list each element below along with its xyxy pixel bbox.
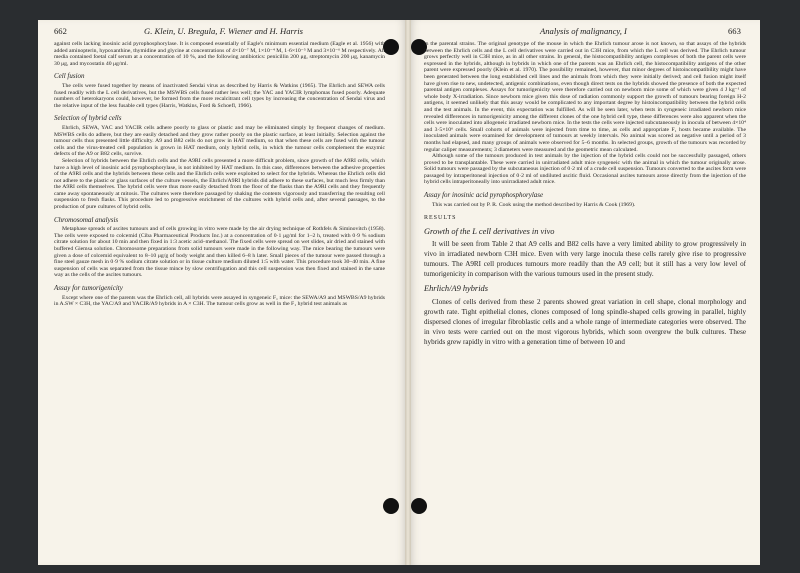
paragraph: Except where one of the parents was the Ehrlich cell, all hybrids were assayed in syngeneic F₁ mice: the SEWA/A9 and MSWBS/A9 hybrids in A.SW × C3H, the YAC/A9 and YACIR/A9 hybrids in A × C3H. The tumour cells grow as well in the F₁ hybrid test animals as xyxy=(54,294,385,308)
left-page-number: 662 xyxy=(54,26,67,36)
paragraph: It will be seen from Table 2 that A9 cells and B82 cells have a very limited ability to grow progressively in vivo in irradiated newborn C3H mice. Even with very large inocula these cells rarely give rise to progressive tumours. The A9RI cell produces tumours more readily than the A9 cell; but it still has a very low level of tumorigenicity in comparison with the various tumours used in the present study. xyxy=(424,240,746,279)
section-heading: Ehrlich/A9 hybrids xyxy=(424,284,488,294)
book-gutter xyxy=(405,20,411,565)
punch-hole-icon xyxy=(411,498,427,514)
punch-hole-icon xyxy=(383,39,399,55)
paragraph: Ehrlich, SEWA, YAC and YACIR cells adhere poorly to glass or plastic and may be eliminated simply by frequent changes of medium. MSWBS cells do adhere, but they are easily detached and they grow rather poorly on the plastic surface, at least initially. Selection against the tumour cells thus presented little difficulty. A9 and B82 cells do not grow in HAT medium, so that when these cells are fused with the tumour cells and the virus-treated cell population is grown in HAT medium, only hybrid cells, in which the tumour cells complement the enzymic defects of the A9 or B82 cells, survive. xyxy=(54,124,385,158)
section-heading: Cell fusion xyxy=(54,72,85,81)
left-text-column xyxy=(54,41,385,308)
left-running-title: G. Klein, U. Bregula, F. Wiener and H. Harris xyxy=(144,26,303,36)
paragraph: in the parental strains. The original genotype of the mouse in which the Ehrlich tumour arose is not known, so that assays of the hybrids between the Ehrlich cells and the L cell derivatives were carried out in C3H mice, from which the L cell was derived. The Ehrlich tumour grows perfectly well in C3H mice, as in all other strains. In general, the histocompatibility antigen complexes of both the parent cells were expressed in the hybrids, although in hybrids in which one of the parents was an Ehrlich cell, the histocompatibility antigens of the other parent were expressed poorly (Klein et al. 1970). The possibility remained, however, that minor degrees of histoincompatibility might have been generated between the long established cell lines and the animals from which they were initially derived; and cell fusion might itself have given rise to new, undetected, antigenic combinations, even though direct tests on the hybrids showed the presence of both the expected parental antigen complexes. Assays for tumorigenicity were therefore carried out on newborn mice some of which were given 4 J kg⁻¹ of whole body X-irradiation. Since newborn mice given this dose of radiation commonly support the growth of tumours bearing foreign H-2 antigens, it seemed unlikely that this assay would be complicated to any important degree by histoincompatibility between the hybrid cells and the test animals. In the event, this expectation was fulfilled. As will be seen later, when tests in syngeneic irradiated newborn mice revealed differences in tumorigenicity among the different clones of the one hybrid cell type, these differences were also apparent when the cells were inoculated into allogeneic irradiated newborn mice. In the tests the cells were injected subcutaneously in inocula of between 4×10⁴ and 3·5×10⁶ cells. Small cohorts of animals were injected from time to time, as cells and appropriate F₁ hosts became available. The inoculated animals were examined for development of tumours at weekly intervals. No animal was scored as negative until a period of 3 months had elapsed, and many groups of animals were observed for 5–6 months. In selected groups, growth of the tumours was recorded by regular caliper measurements; 3 diameters were measured and the geometric mean calculated. xyxy=(424,41,746,153)
results-heading: RESULTS xyxy=(424,215,457,222)
punch-hole-icon xyxy=(383,498,399,514)
right-page-number: 663 xyxy=(728,26,741,36)
paragraph: Selection of hybrids between the Ehrlich cells and the A9RI cells presented a more difficult problem, since growth of the A9RI cells, which have a high level of inosinic acid pyrophosphorylase, is not inhibited by HAT medium. In this case, differences between the adhesive properties of the A9RI cells and the hybrids between these cells and the Ehrlich cells were exploited to select for the hybrids. Whereas the Ehrlich cells did not adhere to the plastic or glass surfaces of the culture vessels, the Ehrlich/A9RI hybrids did adhere to these surfaces, but much less firmly than the A9RI cells themselves. The hybrid cells were thus more easily detached from the floor of the flasks than the A9RI cells and they frequently came away spontaneously at mitosis. The cultures were therefore passaged by shaking the contents vigorously and transferring the resulting cell suspension to fresh flasks. This procedure led to progressive enrichment of the cultures with hybrid cells and, after several passages, to the production of pure cultures of hybrid cells. xyxy=(54,157,385,211)
right-text-column xyxy=(424,41,746,347)
paragraph: Clones of cells derived from these 2 parents showed great variation in cell shape, clonal morphology and growth rate. Tight epithelial clones, clones composed of long spindle-shaped cells growing in parallel, highly dispersed clones of irregular fibroblastic cells and a whole range of intermediate categories were observed. The in vivo tests were carried out on the most vigorous hybrids, which soon overgrew the bulk cultures. These hybrids grew rapidly in vitro with a generation time of between 10 and xyxy=(424,298,746,347)
paragraph: Although some of the tumours produced in test animals by the injection of the hybrid cells could not be successfully passaged, others proved to be transplantable. These were carried in unirradiated adult mice syngeneic with the animal in which the tumour originally arose. Solid tumours were passaged by the subcutaneous injection of 0·2 ml of a crude cell suspension. Tumours converted to the ascites form were passaged by intraperitoneal injection of 0·2 ml of undiluted ascitic fluid. Occasional ascites tumours arose directly from the injection of the hybrid cells intraperitoneally into unirradiated adult mice. xyxy=(424,153,746,186)
paragraph: against cells lacking inosinic acid pyrophosphorylase. It is composed essentially of Eagle's minimum essential medium (Eagle et al. 1956) with added aminopterin, hypoxanthine, thymidine and glycine at concentrations of 4×10⁻⁷ M, 1×10⁻⁴ M, 1·6×10⁻⁵ M and 3×10⁻⁶ M respectively. All media contained foetal calf serum at a concentration of 10 %, and the following antibiotics: penicillin 200 μg, streptomycin 200 μg, kanamycin 30 μg, and mycostatin 40 μg/ml. xyxy=(54,41,385,67)
paragraph: Metaphase spreads of ascites tumours and of cells growing in vitro were made by the air drying technique of Rothfels & Siminovitch (1958). The cells were exposed to colcemid (Ciba Pharmaceutical Products Inc.) at a concentration of 0·1 μg/ml for 1–2 h, treated with 0·9 % sodium citrate solution for about 10 min and then fixed in 1:3 acetic acid–methanol. The fixed cells were spread on wet slides, air dried and stained with buffered Giemsa solution. Chromosome preparations from solid tumours were made in the following way. The mice bearing the tumours were given a dose of colcemid equivalent to 8–10 μg/g of body weight and then killed 6–8 h later. Small pieces of the tumour were passed through a fine steel gauze mesh in 0·9 % sodium citrate solution or in tissue culture medium diluted 1:5 with water. This procedure took 30–40 min. A fine suspension of cells was separated from the tissue mince by slow centrifugation and this cell suspension was then fixed and stained in the same way as the cells of the ascites tumours. xyxy=(54,226,385,279)
paragraph: This was carried out by P. R. Cook using the method described by Harris & Cook (1969). xyxy=(432,201,636,208)
section-heading: Assay for inosinic acid pyrophosphorylase xyxy=(424,191,544,200)
right-running-title: Analysis of malignancy, I xyxy=(540,26,627,36)
paragraph: The cells were fused together by means of inactivated Sendai virus as described by Harris & Watkins (1965). The Ehrlich and SEWA cells fused readily with the L cell derivatives, but the MSWBS cells fused rather less well; the YAC and YACIR lymphomas fused poorly. Adequate numbers of heterokaryons could, however, be formed from the more recalcitrant cell types by increasing the concentration of Sendai virus and the relative input of the less fusable cell types (Harris, Watkins, Ford & Schoefl, 1966). xyxy=(54,82,385,109)
section-heading: Assay for tumorigenicity xyxy=(54,284,123,292)
section-heading: Selection of hybrid cells xyxy=(54,114,122,123)
section-heading: Growth of the L cell derivatives in vivo xyxy=(424,226,555,236)
section-heading: Chromosomal analysis xyxy=(54,215,119,224)
